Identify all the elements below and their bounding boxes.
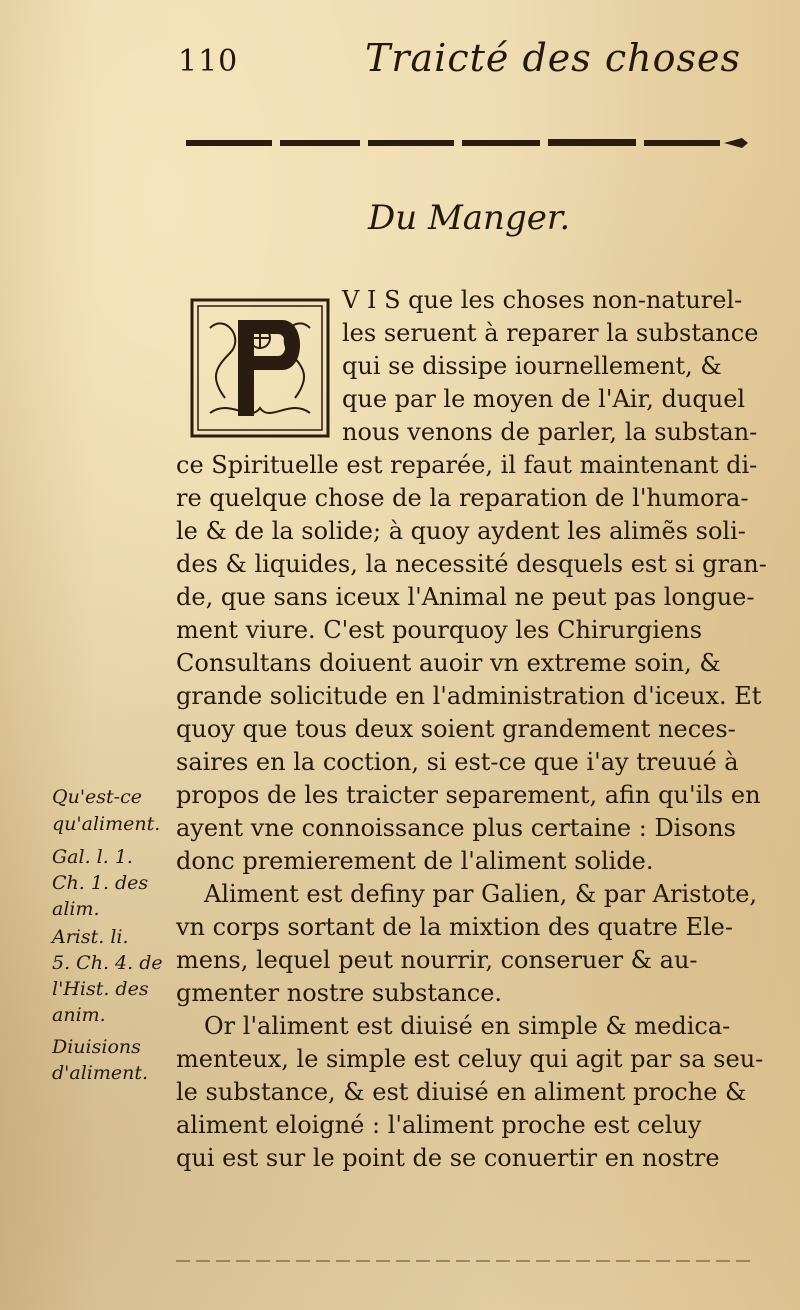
margin-note: Gal. l. 1.: [52, 846, 133, 868]
text-line: des & liquides, la necessité desquels est si gran-: [176, 550, 767, 578]
ornamental-rule: [186, 132, 752, 154]
text-line: propos de les traicter separement, afin qu'ils en: [176, 781, 761, 809]
text-line: mens, lequel peut nourrir, conseruer & au-: [176, 946, 698, 974]
margin-note: d'aliment.: [52, 1062, 149, 1084]
chapter-title: Du Manger.: [368, 198, 571, 238]
text-line: menteux, le simple est celuy qui agit par sa seu-: [176, 1045, 764, 1073]
text-line: le & de la solide; à quoy aydent les alimẽs soli-: [176, 517, 746, 545]
text-line: que par le moyen de l'Air, duquel: [342, 385, 746, 413]
margin-note: qu'aliment.: [52, 813, 161, 835]
text-line: qui est sur le point de se conuertir en nostre: [176, 1144, 720, 1172]
margin-note: Arist. li.: [52, 926, 129, 948]
text-line: Consultans doiuent auoir vn extreme soin, &: [176, 649, 721, 677]
text-line: re quelque chose de la reparation de l'humora-: [176, 484, 749, 512]
text-line: donc premierement de l'aliment solide.: [176, 847, 654, 875]
text-line: grande solicitude en l'administration d'iceux. Et: [176, 682, 762, 710]
text-line: les seruent à reparer la substance: [342, 319, 759, 347]
margin-note: Diuisions: [52, 1036, 141, 1058]
text-line: vn corps sortant de la mixtion des quatre Ele-: [176, 913, 733, 941]
text-line: quoy que tous deux soient grandement neces-: [176, 715, 736, 743]
text-line: V I S que les choses non-naturel-: [342, 286, 743, 314]
text-line: ce Spirituelle est reparée, il faut maintenant di-: [176, 451, 758, 479]
margin-note: alim.: [52, 898, 100, 920]
text-line: saires en la coction, si est-ce que i'ay treuué à: [176, 748, 739, 776]
text-line: ment viure. C'est pourquoy les Chirurgiens: [176, 616, 703, 644]
text-line: ayent vne connoissance plus certaine : Disons: [176, 814, 736, 842]
text-line: gmenter nostre substance.: [176, 979, 503, 1007]
text-line: le substance, & est diuisé en aliment proche &: [176, 1078, 747, 1106]
text-line: qui se dissipe iournellement, &: [342, 352, 722, 380]
margin-note: Ch. 1. des: [52, 872, 149, 894]
margin-note: l'Hist. des: [52, 978, 149, 1000]
text-line: Aliment est definy par Galien, & par Aristote,: [204, 880, 758, 908]
text-line: nous venons de parler, la substan-: [342, 418, 758, 446]
text-line: Or l'aliment est diuisé en simple & medica-: [204, 1012, 731, 1040]
margin-note: 5. Ch. 4. de: [52, 952, 163, 974]
text-line: de, que sans iceux l'Animal ne peut pas longue-: [176, 583, 755, 611]
margin-note: anim.: [52, 1004, 106, 1026]
margin-note: Qu'est-ce: [52, 786, 142, 808]
text-line: aliment eloigné : l'aliment proche est celuy: [176, 1111, 702, 1139]
page-number: 110: [178, 44, 239, 79]
page-bottom-rule: [176, 1260, 756, 1262]
decorated-initial-p-icon: [190, 298, 330, 438]
running-head: Traicté des choses: [365, 36, 741, 80]
